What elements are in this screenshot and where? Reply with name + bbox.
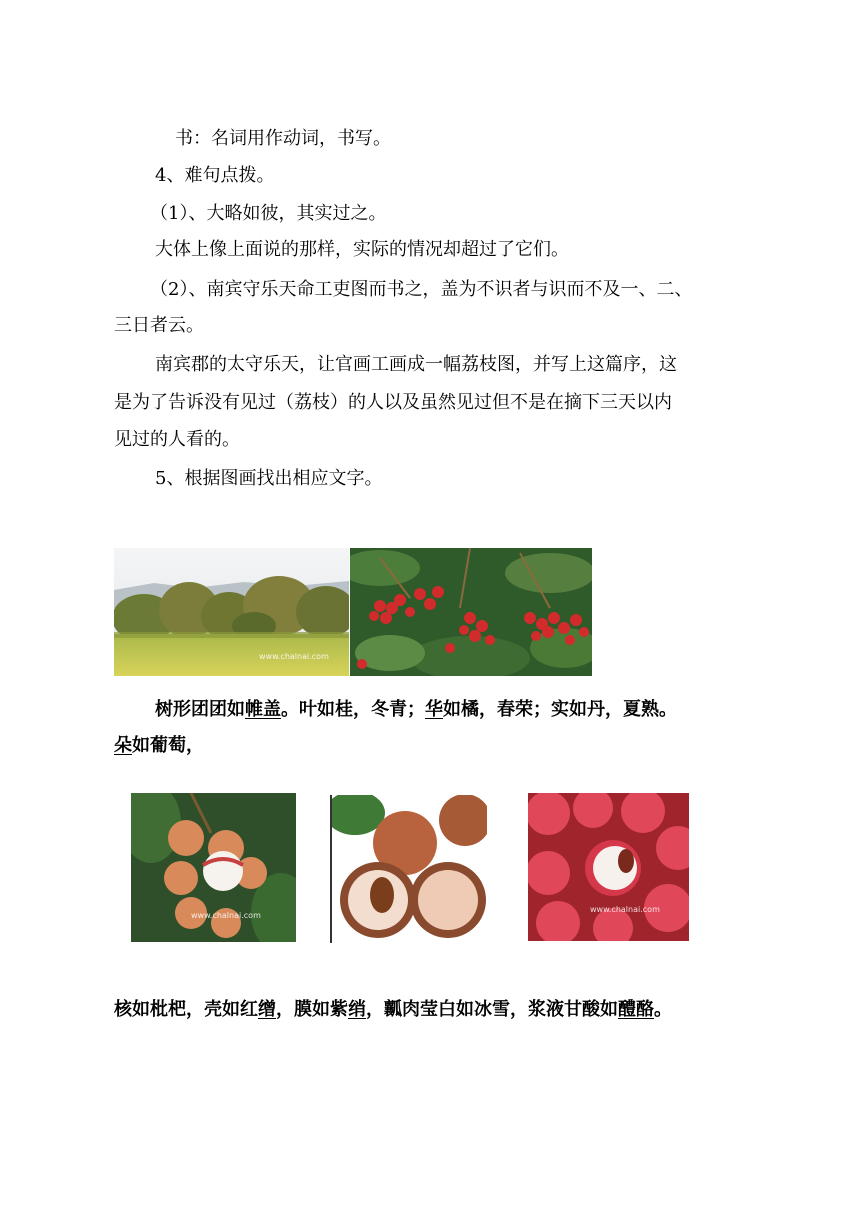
- translation-1: 大体上像上面说的那样，实际的情况却超过了它们。: [155, 239, 569, 260]
- watermark: www.chalnai.com: [590, 905, 660, 914]
- translation-2-line2: 是为了告诉没有见过（荔枝）的人以及虽然见过但不是在摘下三天以内: [114, 392, 672, 413]
- watermark: www.chalnai.com: [191, 911, 261, 920]
- underlined-word: 缯: [258, 999, 276, 1020]
- lychee-halves-photo: [330, 795, 487, 943]
- translation-2-line1: 南宾郡的太守乐天，让官画工画成一幅荔枝图，并写上这篇序，这: [155, 354, 677, 375]
- heading-match-images: 5、根据图画找出相应文字。: [155, 468, 383, 489]
- caption-fruit: [114, 997, 672, 1023]
- lychee-branch-photo: [350, 548, 592, 676]
- sentence-2-line2: 三日者云。: [114, 315, 204, 336]
- heading-difficult-sentences: 4、难句点拨。: [155, 165, 275, 186]
- underlined-word: 帷盖: [245, 699, 281, 720]
- watermark: www.chalnai.com: [259, 652, 329, 661]
- caption-tree-shape: [155, 697, 677, 723]
- underlined-word: 朵: [114, 735, 132, 756]
- lychee-cluster-photo: [131, 793, 296, 942]
- caption-text: ，膜如紫: [276, 999, 348, 1020]
- caption-text: 。叶如桂，冬青；: [281, 699, 425, 720]
- sentence-2-line1: （2）、南宾守乐天命工吏图而书之，盖为不识者与识而不及一、二、: [150, 279, 693, 300]
- lychee-peeled-photo: [528, 793, 689, 941]
- underlined-word: 绡: [348, 999, 366, 1020]
- underlined-word: 华: [425, 699, 443, 720]
- lychee-grove-photo: [114, 548, 349, 676]
- translation-2-line3: 见过的人看的。: [114, 429, 240, 450]
- caption-text: ，瓤肉莹白如冰雪，浆液甘酸如: [366, 999, 618, 1020]
- caption-cluster: [114, 733, 204, 759]
- caption-text: 如橘，春荣；实如丹，夏熟。: [443, 699, 677, 720]
- underlined-word: 醴酪: [618, 999, 654, 1020]
- caption-text: 核如枇杷，壳如红: [114, 999, 258, 1020]
- caption-text: 如葡萄，: [132, 735, 204, 756]
- paragraph-shu: 书：名词用作动词，书写。: [175, 128, 391, 149]
- sentence-1: （1）、大略如彼，其实过之。: [150, 203, 387, 224]
- caption-text: 树形团团如: [155, 699, 245, 720]
- caption-text: 。: [654, 999, 672, 1020]
